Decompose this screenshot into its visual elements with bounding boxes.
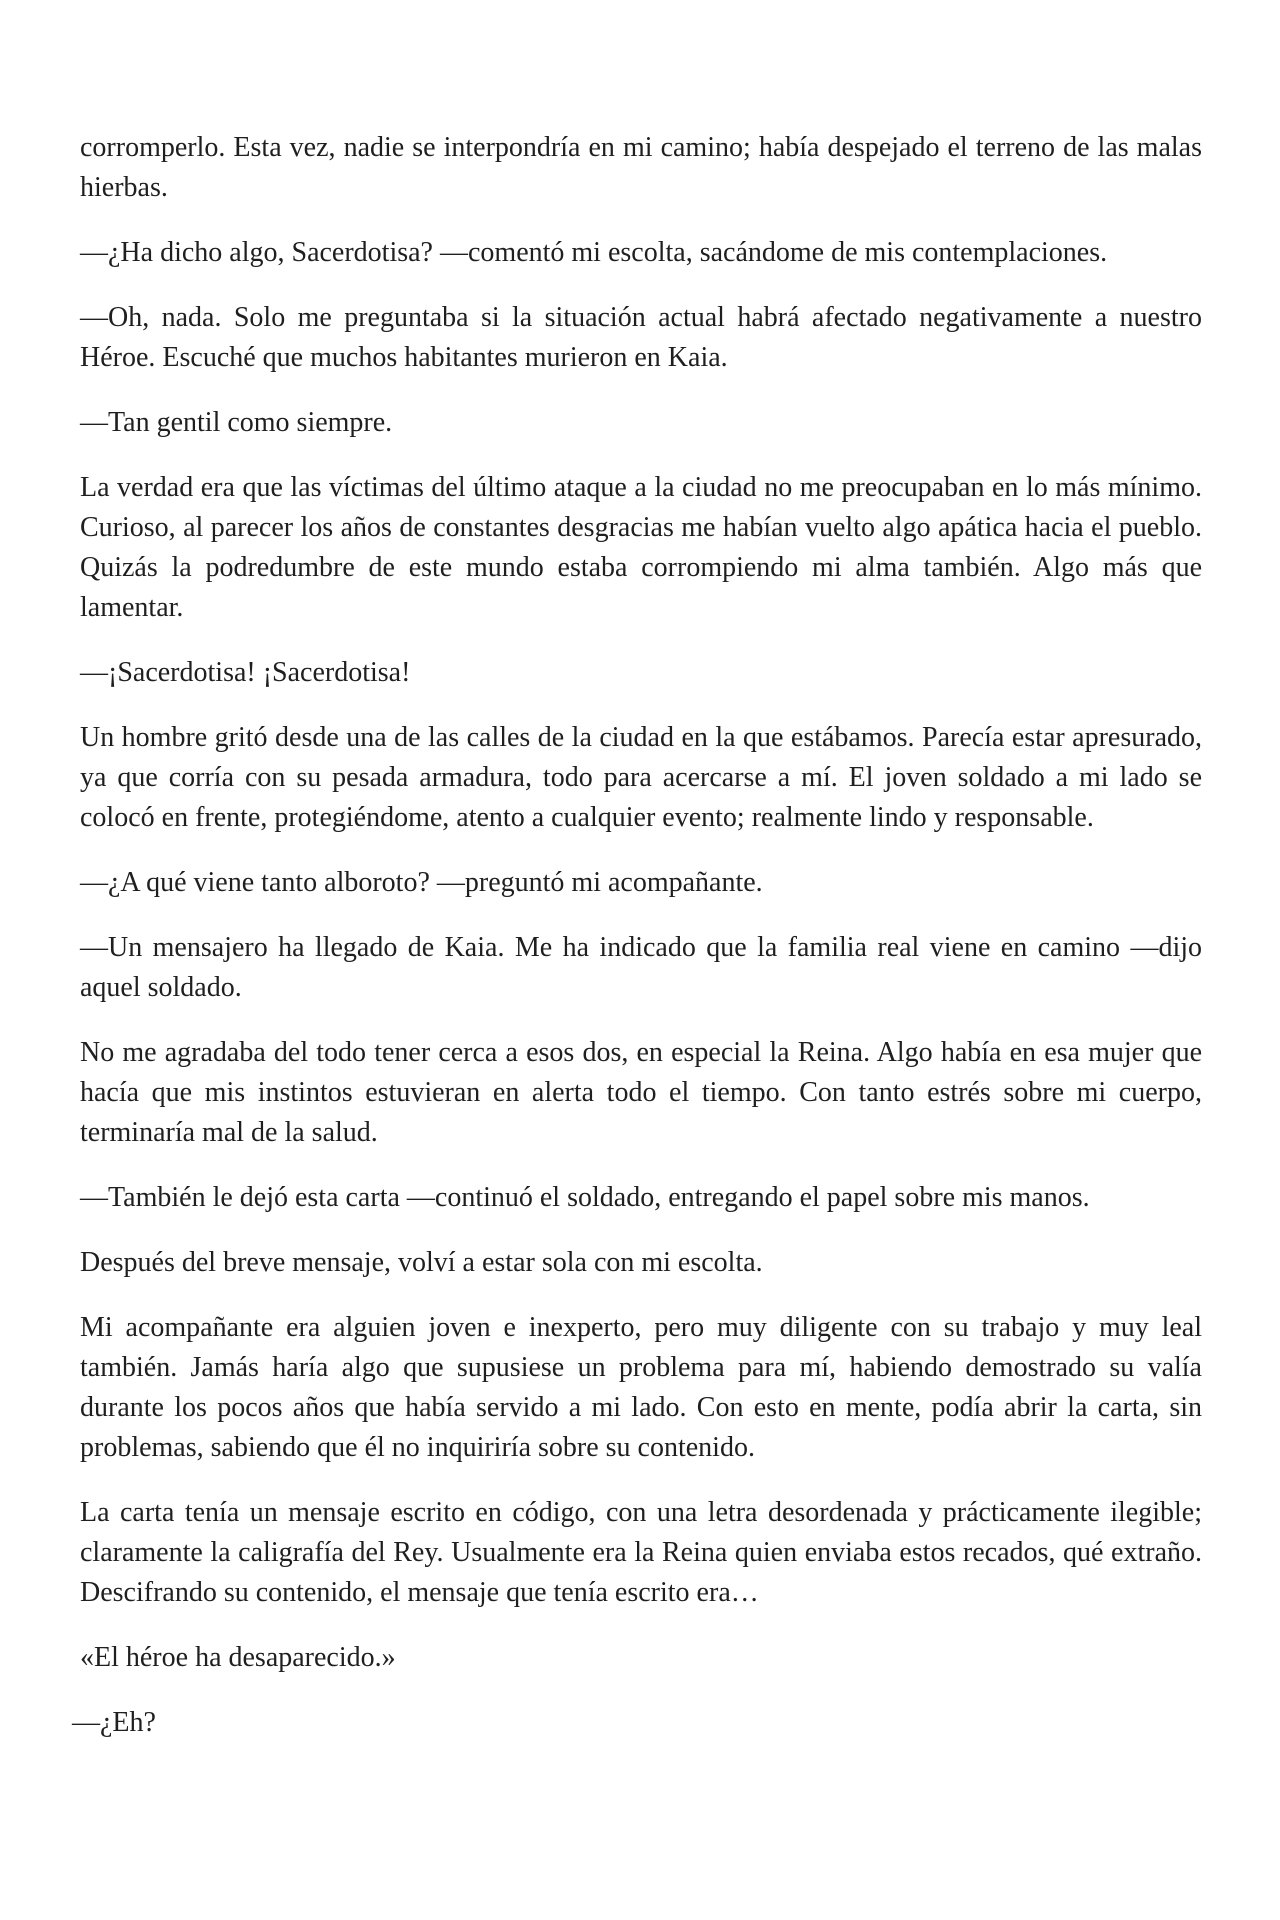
paragraph: —¿A qué viene tanto alboroto? —preguntó mi acompañante. — [80, 867, 763, 898]
paragraph: corromperlo. Esta vez, nadie se interpondría en mi camino; había despejado el terreno de las malas hierbas. — [80, 132, 1202, 203]
paragraph: —Oh, nada. Solo me preguntaba si la situación actual habrá afectado negativamente a nuestro Héroe. Escuché que muchos habitantes murieron en Kaia. — [80, 302, 1202, 373]
paragraph: Mi acompañante era alguien joven e inexperto, pero muy diligente con su trabajo y muy leal también. Jamás haría algo que supusiese un problema para mí, habiendo demostrado su valía durante los pocos años que había servido a mi lado. Con esto en mente, podía abrir la carta, sin problemas, sabiendo que él no inquiriría sobre su contenido. — [80, 1312, 1202, 1463]
paragraph: —¿Ha dicho algo, Sacerdotisa? —comentó mi escolta, sacándome de mis contemplaciones. — [80, 237, 1108, 268]
paragraph: —Tan gentil como siempre. — [80, 407, 393, 438]
paragraph: —¿Eh? — [72, 1707, 156, 1738]
paragraph: Después del breve mensaje, volví a estar sola con mi escolta. — [80, 1247, 763, 1278]
paragraph: —Un mensajero ha llegado de Kaia. Me ha indicado que la familia real viene en camino —dijo aquel soldado. — [80, 932, 1202, 1003]
paragraph: No me agradaba del todo tener cerca a esos dos, en especial la Reina. Algo había en esa mujer que hacía que mis instintos estuvieran en alerta todo el tiempo. Con tanto estrés sobre mi cuerpo, terminaría mal de la salud. — [80, 1037, 1202, 1148]
paragraph: —¡Sacerdotisa! ¡Sacerdotisa! — [80, 657, 411, 688]
paragraph: La carta tenía un mensaje escrito en código, con una letra desordenada y prácticamente ilegible; claramente la caligrafía del Rey. Usualmente era la Reina quien enviaba estos recados, qué extraño. Descifrando su contenido, el mensaje que tenía escrito era… — [80, 1497, 1202, 1608]
paragraph: Un hombre gritó desde una de las calles de la ciudad en la que estábamos. Parecía estar apresurado, ya que corría con su pesada armadura, todo para acercarse a mí. El joven soldado a mi lado se colocó en frente, protegiéndome, atento a cualquier evento; realmente lindo y responsable. — [80, 722, 1202, 833]
document-body — [72, 128, 1202, 1768]
paragraph: —También le dejó esta carta —continuó el soldado, entregando el papel sobre mis manos. — [80, 1182, 1090, 1213]
paragraph: «El héroe ha desaparecido.» — [80, 1642, 396, 1673]
paragraph: La verdad era que las víctimas del último ataque a la ciudad no me preocupaban en lo más mínimo. Curioso, al parecer los años de constantes desgracias me habían vuelto algo apática hacia el pueblo. Quizás la podredumbre de este mundo estaba corrompiendo mi alma también. Algo más que lamentar. — [80, 472, 1202, 623]
